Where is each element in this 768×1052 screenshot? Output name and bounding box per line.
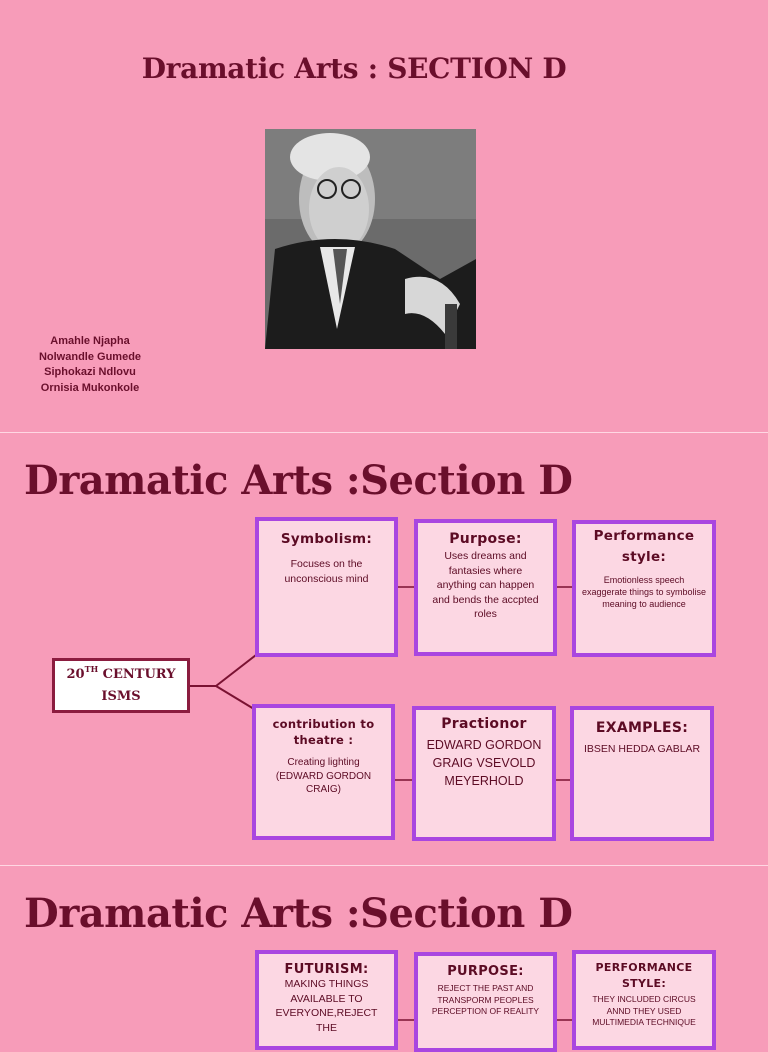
futurism-heading: FUTURISM: [284,962,369,977]
performance-style-heading: Performance style: [593,528,695,565]
purpose-box [414,519,557,656]
performance-style-body: Emotionless speech exaggerate things to symbolise meaning to audience [581,575,707,609]
author-name: Siphokazi Ndlovu [44,366,136,378]
contribution-box [252,704,395,840]
purpose-heading: PURPOSE: [447,964,524,979]
slide-futurism [0,866,768,1034]
performance-style-box [572,520,716,657]
slide-symbolism [0,433,768,865]
futurism-body: MAKING THINGS AVAILABLE TO EVERYONE,REJECT THE [275,978,378,1034]
practionor-body: EDWARD GORDON GRAIG VSEVOLD MEYERHOLD [426,738,542,788]
slide1-title: Dramatic Arts : SECTION D [141,52,567,85]
examples-heading: EXAMPLES: [595,720,689,736]
authors-list [30,334,150,396]
examples-box [570,706,714,841]
portrait-photo [265,129,476,349]
twentieth-century-isms-box [52,658,190,713]
symbolism-body: Focuses on the unconscious mind [284,558,369,585]
symbolism-box [255,517,398,657]
performance-style-heading: PERFORMANCE STYLE: [595,961,693,990]
slide2-title: Dramatic Arts :Section D [24,457,573,504]
examples-body: IBSEN HEDDA GABLAR [584,743,701,755]
isms-suffix: TH [84,664,99,674]
isms-century: CENTURY [98,667,176,682]
performance-style-box [572,950,716,1050]
isms-number: 20 [66,667,85,682]
contribution-body: Creating lighting (EDWARD GORDON CRAIG) [275,757,372,795]
symbolism-heading: Symbolism: [280,531,373,547]
author-name: Ornisia Mukonkole [40,381,140,394]
isms-line2: ISMS [101,689,141,704]
performance-style-body: THEY INCLUDED CIRCUS ANND THEY USED MULTIMEDIA TECHNIQUE [592,994,696,1027]
contribution-heading: contribution to theatre : [272,717,375,747]
futurism-box [255,950,398,1050]
practionor-box [412,706,556,841]
author-name: Amahle Njapha [50,335,130,347]
purpose-body: REJECT THE PAST AND TRANSPORM PEOPLES PERCEPTION OF REALITY [431,983,540,1016]
purpose-box [414,952,557,1052]
slide-title [0,0,768,432]
purpose-heading: Purpose: [449,531,522,547]
slide3-title: Dramatic Arts :Section D [24,890,573,937]
practionor-heading: Practionor [441,716,527,732]
purpose-body: Uses dreams and fantasies where anything can happen and bends the accpted roles [432,550,539,620]
author-name: Nolwandle Gumede [38,350,142,363]
isms-line1 [55,664,187,686]
